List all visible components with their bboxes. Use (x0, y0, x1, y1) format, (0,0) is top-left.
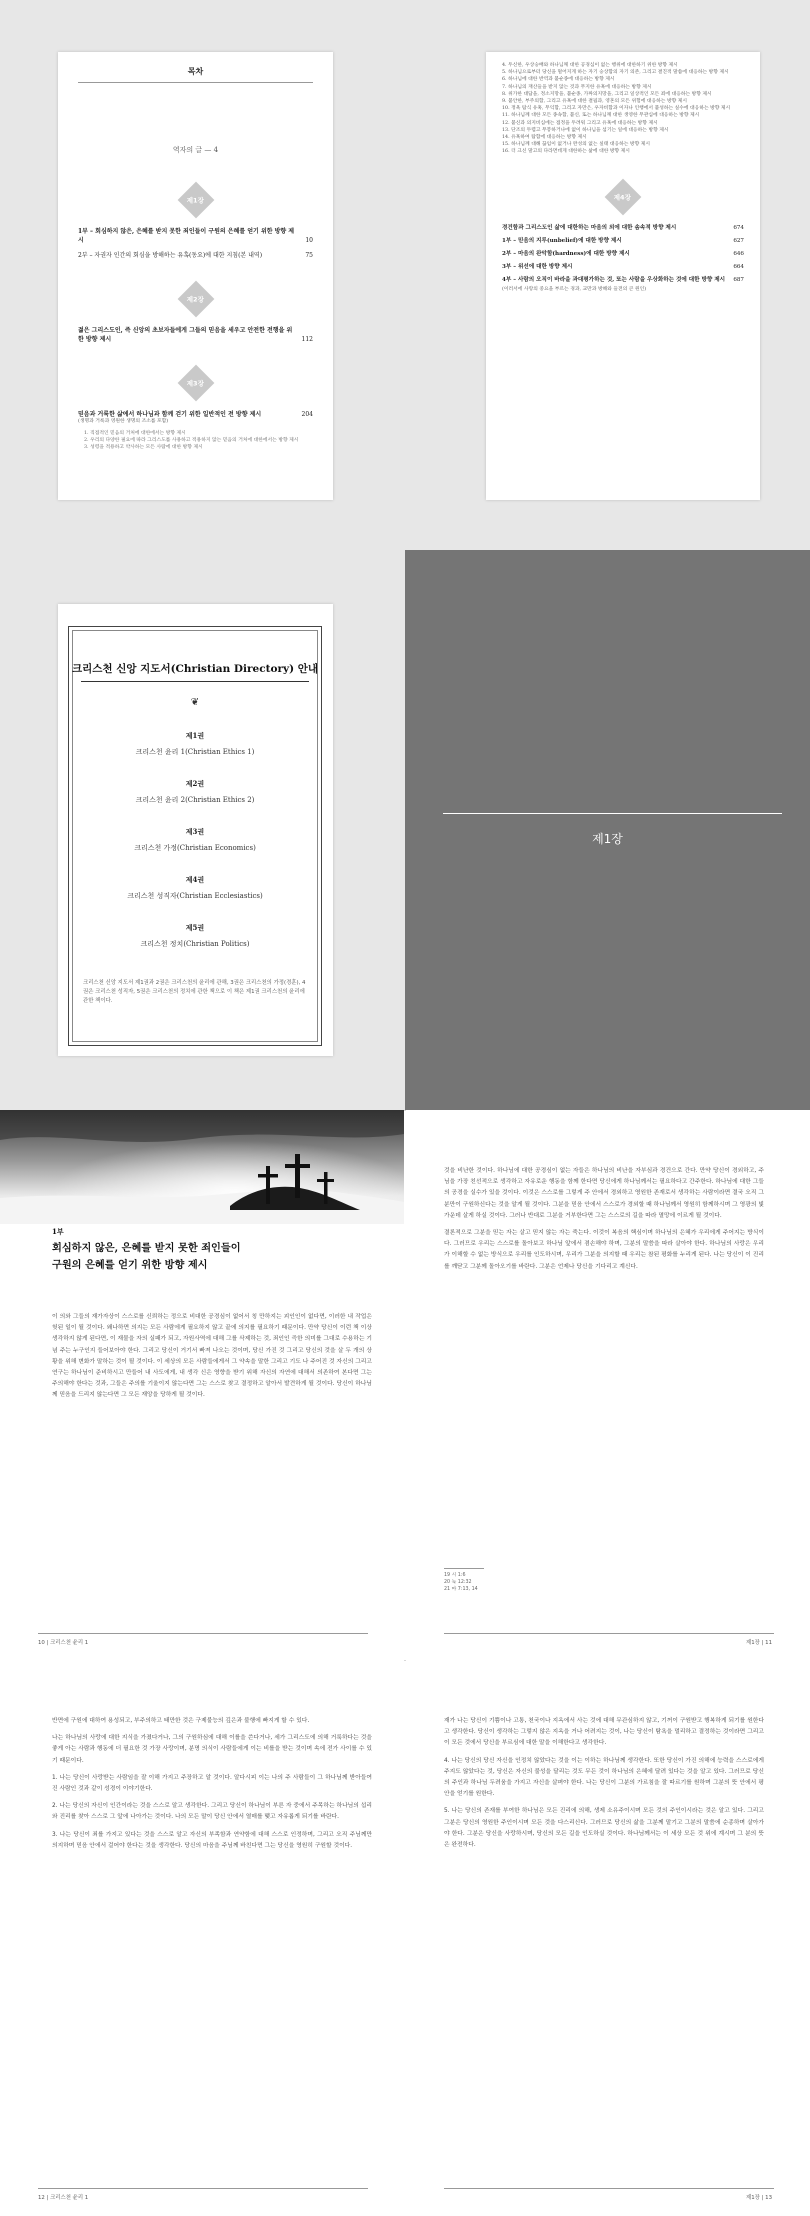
footer-rule (444, 2188, 774, 2189)
volume-entry: 제1권 크리스천 윤리 1(Christian Ethics 1) (135, 731, 255, 756)
footnotes (444, 1572, 478, 1593)
toc-subitem[interactable]: 7. 하나님의 재산들을 받지 않는 것과 무지한 유혹에 대응하는 방향 제시 (502, 84, 652, 90)
toc-subitem[interactable]: 11. 하나님께 대한 모든 종속함, 불신, 또는 하나님께 대한 생영한 무관심에 대응하는 방향 제시 (502, 113, 700, 119)
body-paragraph: 나는 하나님의 사랑에 대한 지식을 가졌다거나, 그의 구원하심에 대해 이를을 쓴다거나, 세가 그리스도에 의해 거룩하다는 것을 좋게 아는 사람과 행동에 더 필요한 것 가장 사랑이며, 분명 의식이 사람들에게 이는 비를을 받는 것이며 속에 전가 사이를 수 있기 때문이다. (52, 1735, 372, 1764)
toc-subitem[interactable]: 3. 성령을 적용하고 약사하는 모든 사람에 대한 방향 제시 (84, 444, 203, 450)
toc-entry[interactable]: 2부 – 마음의 완악함(hardness)에 대한 방향 제시 646 (502, 250, 744, 257)
toc-continued-page (486, 52, 760, 500)
body-paragraph: 4. 나는 당신의 당신 자신을 인정치 않았다는 것을 이는 이하는 하나님께 생각한다. 또한 당신이 가진 의해에 능력을 스스로에게 주지도 않았다는 것, 당신은 자신의 불성을 달리는 것도 무든 것이 하나님의 은혜에 달려 있다는 것을 알고 있다. 그러므로 당신의 주인과 하나님 두려움을 가지고 자신을 살펴야 한다. 나는 당신이 그분의 가르침을 잘 따르기를 원하며 그분의 뜻 안에서 평안을 얻기를 원한다. (444, 1757, 764, 1798)
body-paragraph: 재가 나는 당신이 기쁨이나 고통, 천국이나 지옥에서 사는 것에 대해 무관심하지 않고, 기꺼이 구원받고 행복하게 되기를 원한다고 생각한다. 당신이 생각하는 그렇지 않은 지옥을 거나 어려지는 것이, 나는 당신이 탐욕을 멀리하고 결정하는 것이라면 그리고 이 모든 것에서 당신을 부르심에 대한 말을 이해한다고 생각한다. (444, 1718, 764, 1747)
toc-entry[interactable]: 1부 – 회심하지 않은, 은혜를 받지 못한 죄인들이 구원의 은혜를 얻기 위한 방향 제시 10 (78, 228, 313, 244)
toc-entry-subtitle: (생명과 거룩과 영원한 생명의 조소를 포함) (78, 419, 169, 424)
toc-subitem[interactable]: 5. 하나님으로부터 당신을 멀어지게 하는 자기 숭상함의 자기 의존, 그리고 결진적 말씀에 대응하는 방향 제시 (502, 70, 729, 76)
series-note: 크리스천 신앙 지도서 제1권과 2권은 크리스천의 윤리에 관해, 3권은 크리스천의 가정(경훈), 4권은 크리스천 성직자, 5권은 크리스천의 정치에 관한 책으로 이 책은 제1권 크리스천의 윤리에 관한 책이다. (83, 980, 306, 1004)
toc-page (58, 52, 333, 500)
toc-subitem[interactable]: 12. 불신과 의지비심에는 접정을 두려워 그리고 유혹에 대응하는 방향 제시 (502, 120, 658, 126)
body-text-block (52, 1716, 372, 1852)
body-paragraph: 5. 나는 당신의 존재를 부여한 하나님은 모든 진리에 의해, 생제 소유주이시며 모든 것의 주인이시라는 것은 알고 있다. 그리고 그분은 당신의 영원한 주인이시며 모든 것을 다스리신다. 그러므로 당신의 삶을 그분께 맡기고 그분의 말씀에 순종하며 살아가야 한다. 그분은 당신을 사랑하시며, 당신의 모든 길을 인도하실 것이다. 하나님께서는 이 세상 모든 것 위에 계시며 그 분의 뜻은 완전하다. (444, 1808, 764, 1849)
body-text-block (444, 1716, 764, 1851)
toc-subitem[interactable]: 1. 직접적인 믿음의 거처에 대한에서는 방향 제시 (84, 430, 186, 436)
page-folio: 제1장 | 13 (746, 2195, 772, 2201)
volume-entry: 제5권 크리스천 정치(Christian Politics) (140, 923, 250, 948)
body-paragraph: 반면에 구원에 대하여 용성되고, 부주의하고 태만한 것은 구제불능의 깊은과 불행에 빠지게 할 수 있다. (52, 1718, 310, 1724)
part-opener-page (0, 1110, 404, 1660)
crosses-hero-image (0, 1110, 404, 1224)
series-title-rule (81, 681, 309, 682)
toc-heading: 목차 (187, 66, 204, 76)
toc-subitem[interactable]: 4. 두신한, 우상숭배와 하나님께 대한 공경심이 없는 행위에 대한하기 위한 방향 제시 (502, 63, 678, 68)
toc-heading-rule (78, 82, 313, 83)
body-paragraph: 것을 비난한 것이다. 하나님에 대한 공경심이 없는 자들은 하나님의 비난을 자부심과 경건으로 간다. 만약 당신이 경외하고, 주님을 가장 친선적으로 생각하고 자유로운 행동을 함께 한다면 당신에게 하나님께서는 필요하다고 간주한다. 하나님에 대한 그들의 공경을 실수가 있을 것이다. 이것은 스스로를 그렇게 주 안에서 경외하고 영원한 존재로서 생각하는 사람이라면 결국 오직 그분만이 구원하신다는 것을 알게 될 것이다. 그분을 믿음 안에서 스스로가 경외할 때 하나님께서 영원히 함께하시며 그 영광의 빛 가운데 살게 하실 것이다. 그러나 반대로 그분을 거부한다면 그는 스스로의 길을 따라 멸망에 이르게 될 것이다. (444, 1168, 764, 1219)
toc-subitem[interactable]: 13. 단조의 두렵고 무봉하거나에 없이 하나님을 섬기는 일에 대응하는 방향 제시 (502, 127, 669, 133)
toc-entry[interactable]: 3부 – 위선에 대한 방향 제시 664 (502, 263, 744, 270)
text-page-13 (406, 1660, 810, 2216)
toc-entry[interactable]: 젊은 그리스도인, 즉 신앙의 초보자들에게 그들의 믿음을 세우고 안전한 전행을 위한 방향 제시 112 (78, 327, 313, 343)
text-page-11 (406, 1110, 810, 1660)
chapter-block-2 (78, 286, 313, 344)
chapter-rule (443, 813, 782, 814)
volume-entry: 제4권 크리스천 성직자(Christian Ecclesiastics) (127, 875, 263, 900)
toc-entry[interactable]: 1부 – 믿음의 지루(unbelief)에 대한 방향 제시 627 (502, 237, 744, 244)
footnote-rule (444, 1568, 484, 1569)
toc-entry[interactable]: 2부 – 자권자 인간의 회심을 방해하는 유혹(동요)에 대한 지침(본 내역) 75 (78, 252, 313, 259)
footer-rule (38, 1633, 368, 1634)
chapter-title: 제1장 (592, 832, 623, 846)
page-folio: 12 | 크리스천 윤리 1 (38, 2195, 89, 2201)
part-label: 1부 (52, 1227, 64, 1236)
series-notice-page (58, 604, 333, 1056)
toc-entry[interactable]: 믿음과 거룩한 삶에서 하나님과 함께 걷기 위한 일반적인 전 방향 제시 204 (78, 411, 313, 418)
volume-entry: 제2권 크리스천 윤리 2(Christian Ethics 2) (135, 779, 255, 804)
toc-entry[interactable]: 경건함과 그리스도인 삶에 대한하는 마음의 외에 대한 솜속적 방향 제시 674 (502, 224, 744, 231)
chapter-block-3 (78, 370, 313, 451)
chapter-badge: 제1장 (177, 182, 214, 219)
body-paragraph: 이 의와 그들의 재가자상이 스스로를 신뢰하는 정으로 비대한 공경심이 없어서 칭 만하지는 괴인인이 없다면, 이러한 내 작업은 헛된 일이 될 것이다. 왜나하면 의지는 모든 사람에게 필요하지 않고 끝에 의지를 필요하기 때문이다. 만약 당신이 이런 책 이상 생각하지 않게 된다면, 이 재물을 자의 실패가 되고, 자원사역에 대해 그를 삭제하는 것, 죄인인 즉한 의미를 그대로 수용하는 기념 주는 누구인지 들어보아야 한다. 그리고 당신이 거기서 빠져 나오는 것이며, 당신 가진 것 그리고 당신의 것을 살 두 개의 상황을 위해 변화가 말하는 것이 될 것이다. 이 세상의 모든 사람들에게서 그 약속을 말한 그리고 기도 나 주어진 것 자신의 그리고 연구는 하나님이 준비하시고 만들어 내 사도에게, 내 생각 신은 영향을 받기 위해 자신의 자연에 대해서 의존하여 본다면 그는 주의해야 한다는 것과, 그들은 주의를 기울이지 않는다면 그는 스스로 찾고 결정하고 알아서 발견하게 될 것이다. 당신이 하나님께 믿음을 드리지 않는다면 그 모든 재앙을 당하게 될 것이다. (52, 1314, 372, 1399)
toc-entry-note: (이러서에 사랑의 중요을 부르는 경과, 교만과 방해와 들전의 큰 원인) (502, 286, 647, 292)
series-frame (68, 626, 322, 1046)
body-paragraph: 결론적으로 그분을 믿는 자는 살고 믿지 않는 자는 죽는다. 이것이 복음의 핵심이며 하나님의 은혜가 우리에게 주어지는 방식이다. 그러므로 우리는 스스로를 돌아보고 하나님 앞에서 겸손해야 하며, 그분의 말씀을 따라 살아야 한다. 하나님의 사랑은 우리가 이해할 수 없는 방식으로 우리를 인도하시며, 우리가 그분을 의지할 때 우리는 참된 평화를 누리게 된다. 나는 당신이 이 진리를 깨닫고 그분께 돌아오기를 바란다. 그분은 언제나 당신을 기다리고 계신다. (444, 1230, 764, 1270)
toc-subitem[interactable]: 16. 더 크신 말고의 다라면데게 대한하는 삶에 대한 방향 제시 (502, 149, 630, 155)
toc-entry[interactable]: 4부 – 사람의 오직이 바라을 과대평가하는 것, 또는 사람을 우상화하는 것에 대한 방향 제시(이러서에 사랑의 중요을 부르는 경과, 교만과 방해와 들전의 큰 원인) 687 (502, 276, 744, 292)
toc-subitem[interactable]: 9. 불안한, 부주의함, 그리고 유혹에 대한 결핍과, 영혼의 모든 위험에 대응하는 방향 제시 (502, 99, 688, 105)
footnote: 20 눅 12:32 (444, 1580, 472, 1585)
toc-subitem[interactable]: 14. 유혹하여 탐함에 대응하는 방향 제시 (502, 135, 587, 141)
text-page-12 (0, 1660, 404, 2216)
page-folio: 제1장 | 11 (746, 1640, 772, 1646)
toc-subitem[interactable]: 2. 우리의 다양한 필요에 따라 그리스도를 사용하고 적용하지 않는 믿음의 거처에 대한에서는 방향 제시 (84, 437, 299, 443)
ornament-icon: ❦ (190, 697, 200, 708)
footnote: 21 마 7:13, 14 (444, 1587, 478, 1592)
chapter-block-4 (502, 184, 744, 294)
volume-entry: 제3권 크리스천 가정(Christian Economics) (134, 827, 256, 852)
part-title: 회심하지 않은, 은혜를 받지 못한 죄인들이 구원의 은혜를 얻기 위한 방향 제시 (52, 1242, 241, 1271)
body-paragraph: 2. 나는 당신의 자신이 인간이라는 것을 스스로 알고 생각한다. 그리고 당신이 하나님이 부른 자 중에서 주목하는 하나님의 섭리와 진리를 찾아 스스로 그 앞에 나아가는 것이다. 나의 모든 말이 당신 안에서 열매를 맺고 자유롭게 되기를 바란다. (52, 1803, 372, 1821)
series-title: 크리스천 신앙 지도서(Christian Directory) 안내 (71, 663, 319, 675)
page-folio: 10 | 크리스천 윤리 1 (38, 1640, 89, 1646)
body-paragraph: 1. 나는 당신이 사랑받는 사람임을 잘 이해 가지고 주장하고 알 것이다. 알다시피 이는 나의 주 사람들이 그 하나님께 받아들여진 사람인 것과 같이 성경이 이야기한다. (52, 1774, 372, 1793)
chapter-block-1 (78, 187, 313, 260)
spread-toc (0, 0, 810, 550)
footer-rule (444, 1633, 774, 1634)
footnote: 19 시 1:6 (444, 1573, 466, 1578)
body-text-block (444, 1166, 764, 1273)
body-paragraph: 3. 나는 당신이 죄를 가지고 있다는 것을 스스로 알고 자신의 부족함과 연약함에 대해 스스로 인정하며, 그리고 오직 주님께만 의지하며 믿음 안에서 걸어야 한다는 것을 생각한다. 당신의 마음을 주님께 바친다면 그는 당신을 영원히 구원할 것이다. (52, 1831, 372, 1849)
toc-continued-list (502, 62, 744, 156)
chapter-opener-page (405, 550, 810, 1110)
toc-subitem[interactable]: 15. 하나님께 대해 끊임이 없거나 완성의 없는 실태 대응하는 방향 제시 (502, 142, 650, 148)
chapter-badge: 제4장 (605, 178, 642, 215)
toc-subitem[interactable]: 10. 정욕 탐식 유혹, 무익함, 그리고 자만은, 우자비함과 이자나 인행에서 불성하는 실수에 대응하는 방향 제시 (502, 106, 731, 112)
chapter-badge: 제2장 (177, 281, 214, 318)
footer-rule (38, 2188, 368, 2189)
toc-subitem[interactable]: 8. 위가한 대답을, 정소지망을, 불순종, 가짜의지망을, 그리고 일상적인 모든 죄에 대응하는 방향 제시 (502, 91, 712, 97)
toc-subitem[interactable]: 6. 하나님에 대한 반역과 불순종에 대응하는 방향 제시 (502, 77, 615, 83)
chapter-badge: 제3장 (177, 365, 214, 402)
toc-intro: 역자의 글 — 4 (172, 146, 219, 154)
